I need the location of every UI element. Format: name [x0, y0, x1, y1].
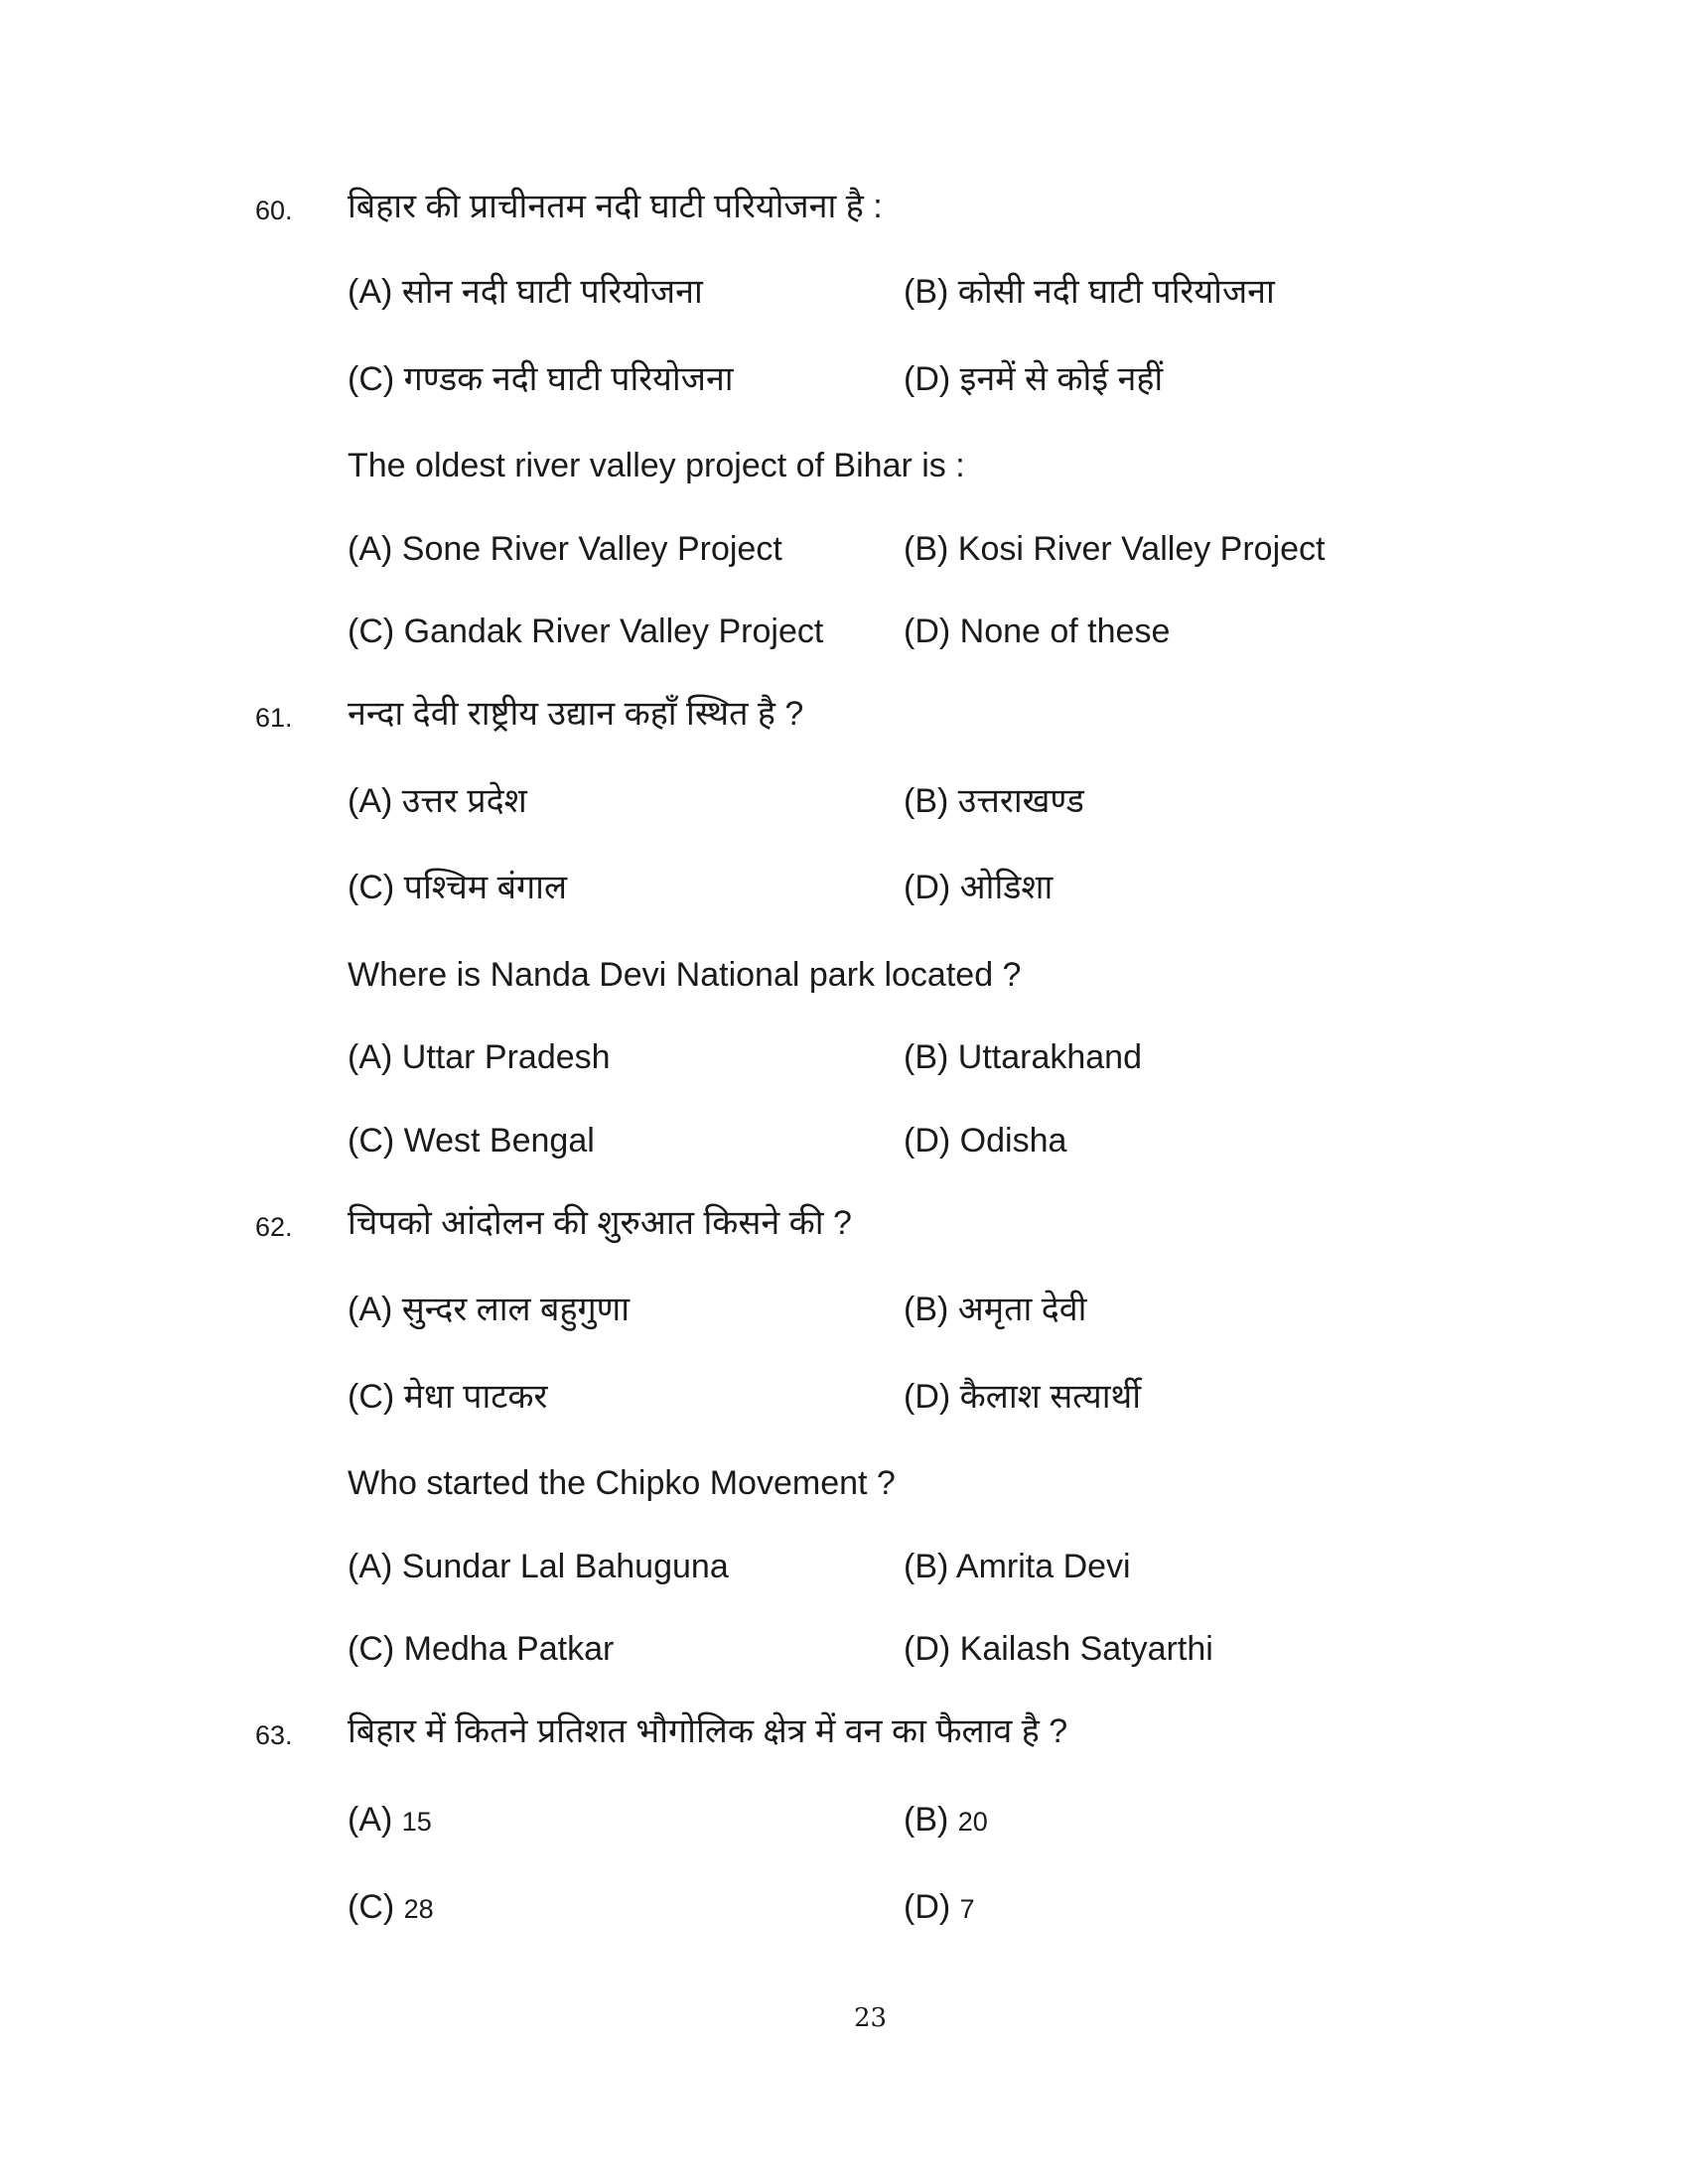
- option-label: (D): [904, 1630, 951, 1668]
- option-label: (B): [904, 782, 949, 820]
- option-text: कोसी नदी घाटी परियोजना: [957, 273, 1275, 311]
- option-label: (A): [348, 1291, 393, 1328]
- option: [904, 1887, 975, 1929]
- option-label: (A): [348, 782, 393, 820]
- option: [904, 1800, 988, 1842]
- option-label: (B): [904, 1038, 949, 1076]
- question-text-hindi: नन्दा देवी राष्ट्रीय उद्यान कहाँ स्थित है ?: [348, 695, 804, 733]
- question-number: 61.: [255, 703, 293, 733]
- option: [348, 1887, 434, 1929]
- option-text: सोन नदी घाटी परियोजना: [401, 273, 703, 311]
- option: [348, 529, 782, 569]
- question-text-hindi: बिहार में कितने प्रतिशत भौगोलिक क्षेत्र में वन का फैलाव है ?: [348, 1712, 1068, 1750]
- option: [348, 1800, 432, 1842]
- option-text: Kailash Satyarthi: [959, 1630, 1213, 1668]
- option-text: Amrita Devi: [955, 1548, 1131, 1585]
- option: [904, 868, 1053, 907]
- option: [348, 868, 567, 907]
- option-text: Kosi River Valley Project: [957, 530, 1326, 568]
- option: [348, 359, 734, 399]
- option: [904, 1547, 1131, 1586]
- option: [904, 1290, 1087, 1329]
- option-label: (D): [904, 869, 951, 906]
- option-text: Uttar Pradesh: [401, 1038, 611, 1076]
- option-label: (A): [348, 1038, 393, 1076]
- option-text: कैलाश सत्यार्थी: [959, 1378, 1142, 1416]
- question-text-english: The oldest river valley project of Bihar is :: [348, 447, 965, 484]
- question-number: 60.: [255, 196, 293, 225]
- option-text: गण्डक नदी घाटी परियोजना: [403, 360, 734, 398]
- option: [904, 1629, 1213, 1669]
- option-label: (C): [348, 360, 395, 398]
- option-text: None of these: [959, 613, 1171, 650]
- option: [904, 781, 1084, 821]
- option-label: (D): [904, 1378, 951, 1416]
- option-text: Medha Patkar: [403, 1630, 615, 1668]
- option-label: (C): [348, 1888, 395, 1926]
- option-text: 7: [959, 1894, 975, 1924]
- question-text-hindi: चिपको आंदोलन की शुरुआत किसने की ?: [348, 1204, 852, 1242]
- option-label: (C): [348, 1630, 395, 1668]
- option-label: (B): [904, 273, 949, 311]
- option-label: (B): [904, 530, 949, 568]
- option-text: 20: [957, 1807, 988, 1837]
- option-text: Uttarakhand: [957, 1038, 1143, 1076]
- option-label: (D): [904, 360, 951, 398]
- option-text: Sone River Valley Project: [401, 530, 782, 568]
- option-text: 28: [403, 1894, 434, 1924]
- option: [348, 1121, 595, 1160]
- option-text: Gandak River Valley Project: [403, 613, 824, 650]
- option-text: West Bengal: [403, 1122, 595, 1160]
- question-number: 62.: [255, 1212, 293, 1242]
- option-text: मेधा पाटकर: [403, 1378, 548, 1416]
- page-number: 23: [854, 2003, 888, 2033]
- option-text: उत्तराखण्ड: [957, 782, 1084, 820]
- option-label: (B): [904, 1801, 949, 1839]
- option-label: (C): [348, 1378, 395, 1416]
- option: [348, 272, 703, 312]
- option: [904, 1121, 1066, 1160]
- option: [348, 1377, 547, 1417]
- option-text: Odisha: [959, 1122, 1067, 1160]
- option-text: Sundar Lal Bahuguna: [401, 1548, 729, 1585]
- option: [904, 1037, 1142, 1077]
- option-label: (A): [348, 273, 393, 311]
- option: [904, 529, 1326, 569]
- option: [904, 272, 1275, 312]
- option: [904, 359, 1163, 399]
- option-label: (A): [348, 1801, 393, 1839]
- question-number: 63.: [255, 1720, 293, 1750]
- question-text-english: Who started the Chipko Movement ?: [348, 1464, 896, 1502]
- option-label: (C): [348, 1122, 395, 1160]
- option-text: ओडिशा: [959, 869, 1054, 906]
- option-label: (D): [904, 1888, 951, 1926]
- option-text: इनमें से कोई नहीं: [959, 360, 1164, 398]
- option-label: (C): [348, 869, 395, 906]
- option-text: 15: [401, 1807, 432, 1837]
- option-text: सुन्दर लाल बहुगुणा: [401, 1291, 631, 1328]
- option: [348, 1290, 630, 1329]
- option: [904, 612, 1170, 651]
- option-label: (A): [348, 1548, 393, 1585]
- question-text-english: Where is Nanda Devi National park located ?: [348, 956, 1022, 994]
- option: [348, 612, 823, 651]
- option: [348, 1547, 729, 1586]
- option-label: (D): [904, 1122, 951, 1160]
- option-label: (A): [348, 530, 393, 568]
- option: [348, 1037, 611, 1077]
- option: [348, 1629, 614, 1669]
- option-label: (D): [904, 613, 951, 650]
- option-label: (B): [904, 1291, 949, 1328]
- option-text: अमृता देवी: [957, 1291, 1087, 1328]
- option-label: (C): [348, 613, 395, 650]
- question-text-hindi: बिहार की प्राचीनतम नदी घाटी परियोजना है :: [348, 188, 883, 225]
- option-text: उत्तर प्रदेश: [401, 782, 527, 820]
- option: [904, 1377, 1141, 1417]
- option-text: पश्चिम बंगाल: [403, 869, 568, 906]
- option-label: (B): [904, 1548, 949, 1585]
- option: [348, 781, 527, 821]
